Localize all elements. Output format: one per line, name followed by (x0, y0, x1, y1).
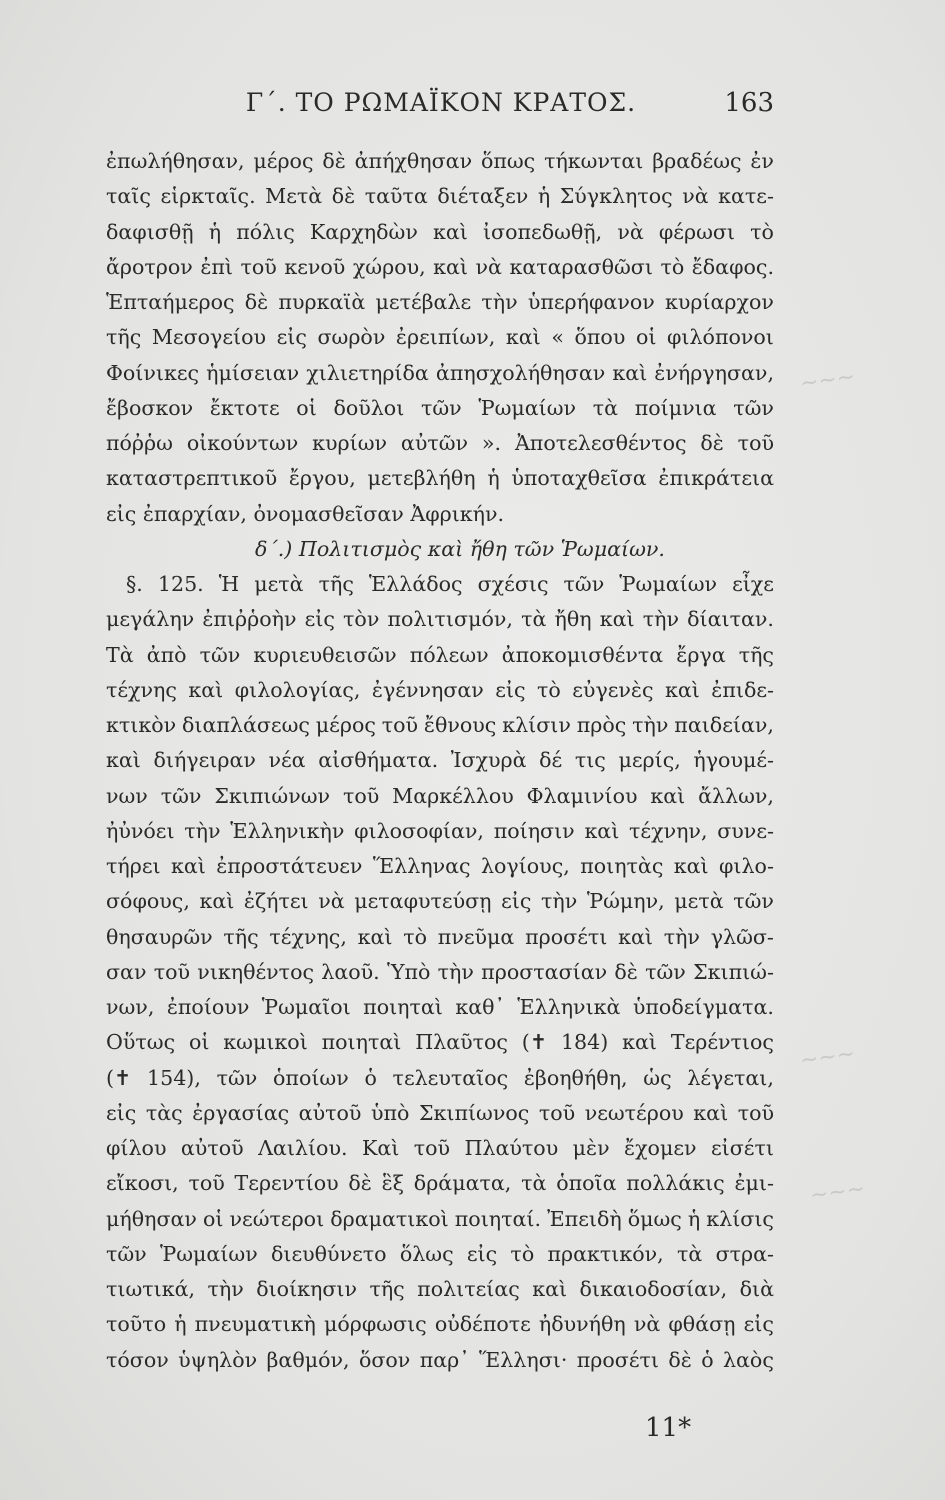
text-line: τήρει καὶ ἐπροστάτευεν Ἕλληνας λογίους, ποιητὰς καὶ φιλο- (106, 854, 774, 878)
text-line: καταστρεπτικοῦ ἔργου, μετεβλήθη ἡ ὑποταχθεῖσα ἐπικράτεια (106, 466, 774, 491)
text-line: τῶν Ῥωμαίων διευθύνετο ὅλως εἰς τὸ πρακτικόν, τὰ στρα- (106, 1241, 774, 1266)
body-text (106, 144, 774, 1378)
text-line: ἄροτρον ἐπὶ τοῦ κενοῦ χώρου, καὶ νὰ καταρασθῶσι τὸ ἔδαφος. (106, 254, 774, 279)
marginal-handwriting: ~~~ (798, 364, 857, 397)
text-line: σόφους, καὶ ἐζήτει νὰ μεταφυτεύσῃ εἰς τὴν Ῥώμην, μετὰ τῶν (106, 889, 774, 914)
text-line: Τὰ ἀπὸ τῶν κυριευθεισῶν πόλεων ἀποκομισθέντα ἔργα τῆς (106, 642, 774, 667)
text-line: φίλου αὐτοῦ Λαιλίου. Καὶ τοῦ Πλαύτου μὲν ἔχομεν εἰσέτι (106, 1136, 774, 1160)
text-line: τιωτικά, τὴν διοίκησιν τῆς πολιτείας καὶ δικαιοδοσίαν, διὰ (106, 1277, 774, 1301)
text-line: ἐπωλήθησαν, μέρος δὲ ἀπήχθησαν ὅπως τήκωνται βραδέως ἐν (106, 149, 774, 173)
marginal-handwriting: ~~~ (798, 1041, 857, 1074)
text-line: ἔβοσκον ἔκτοτε οἱ δοῦλοι τῶν Ῥωμαίων τὰ ποίμνια τῶν (106, 395, 774, 420)
text-line: εἰς τὰς ἐργασίας αὐτοῦ ὑπὸ Σκιπίωνος τοῦ νεωτέρου καὶ τοῦ (106, 1100, 774, 1125)
text-line: (✝ 154), τῶν ὁποίων ὁ τελευταῖος ἐβοηθήθη, ὡς λέγεται, (106, 1065, 774, 1090)
text-line: πόῤῥω οἰκούντων κυρίων αὐτῶν ». Ἀποτελεσθέντος δὲ τοῦ (106, 431, 774, 455)
text-line: νων τῶν Σκιπιώνων τοῦ Μαρκέλλου Φλαμινίου καὶ ἄλλων, (106, 783, 774, 808)
text-line: σαν τοῦ νικηθέντος λαοῦ. Ὑπὸ τὴν προστασίαν δὲ τῶν Σκιπιώ- (106, 959, 774, 984)
text-line: ἠὐνόει τὴν Ἑλληνικὴν φιλοσοφίαν, ποίησιν καὶ τέχνην, συνε- (106, 818, 774, 843)
text-line: Φοίνικες ἡμίσειαν χιλιετηρίδα ἀπησχολήθησαν καὶ ἐνήργησαν, (106, 360, 774, 385)
running-title: Γ΄. ΤΟ ΡΩΜΑΪΚΟΝ ΚΡΑΤΟΣ. (245, 88, 637, 117)
text-line: μήθησαν οἱ νεώτεροι δραματικοὶ ποιηταί. Ἐπειδὴ ὅμως ἡ κλίσις (106, 1206, 774, 1231)
text-line: δαφισθῇ ἡ πόλις Καρχηδὼν καὶ ἰσοπεδωθῇ, νὰ φέρωσι τὸ (106, 219, 774, 244)
text-line: Οὕτως οἱ κωμικοὶ ποιηταὶ Πλαῦτος (✝ 184) καὶ Τερέντιος (106, 1030, 774, 1055)
text-line: Ἑπταήμερος δὲ πυρκαϊὰ μετέβαλε τὴν ὑπερήφανον κυρίαρχον (106, 290, 774, 314)
text-line: καὶ διήγειραν νέα αἰσθήματα. Ἰσχυρὰ δέ τις μερίς, ἡγουμέ- (106, 748, 774, 773)
marginal-handwriting: ~~~ (808, 1176, 867, 1209)
text-line: θησαυρῶν τῆς τέχνης, καὶ τὸ πνεῦμα προσέτι καὶ τὴν γλῶσ- (106, 924, 774, 949)
text-line: νων, ἐποίουν Ῥωμαῖοι ποιηταὶ καθ᾽ Ἑλληνικὰ ὑποδείγματα. (106, 995, 774, 1019)
text-line: τοῦτο ἡ πνευματικὴ μόρφωσις οὐδέποτε ἠδυνήθη νὰ φθάσῃ εἰς (106, 1312, 774, 1337)
text-line: τῆς Μεσογείου εἰς σωρὸν ἐρειπίων, καὶ « ὅπου οἱ φιλόπονοι (106, 325, 774, 350)
text-line: εἰς ἐπαρχίαν, ὀνομασθεῖσαν Ἀφρικήν. (106, 501, 505, 526)
page-header (108, 85, 774, 121)
text-line: δ΄.) Πολιτισμὸς καὶ ἤθη τῶν Ῥωμαίων. (255, 536, 665, 561)
text-line: §. 125. Ἡ μετὰ τῆς Ἑλλάδος σχέσις τῶν Ῥωμαίων εἶχε (126, 572, 774, 596)
page-number: 163 (724, 88, 774, 118)
text-line: εἴκοσι, τοῦ Τερεντίου δὲ ἓξ δράματα, τὰ ὁποῖα πολλάκις ἐμι- (106, 1171, 774, 1196)
text-line: τέχνης καὶ φιλολογίας, ἐγέννησαν εἰς τὸ εὐγενὲς καὶ ἐπιδε- (106, 677, 774, 702)
signature-mark: 11* (645, 1413, 692, 1443)
text-line: μεγάλην ἐπιῤῥοὴν εἰς τὸν πολιτισμόν, τὰ ἤθη καὶ τὴν δίαιταν. (106, 607, 774, 632)
text-line: κτικὸν διαπλάσεως μέρος τοῦ ἔθνους κλίσιν πρὸς τὴν παιδείαν, (106, 713, 774, 737)
text-line: τόσον ὑψηλὸν βαθμόν, ὅσον παρ᾽ Ἕλλησι· προσέτι δὲ ὁ λαὸς (106, 1347, 774, 1372)
text-line: ταῖς εἱρκταῖς. Μετὰ δὲ ταῦτα διέταξεν ἡ Σύγκλητος νὰ κατε- (106, 184, 774, 209)
